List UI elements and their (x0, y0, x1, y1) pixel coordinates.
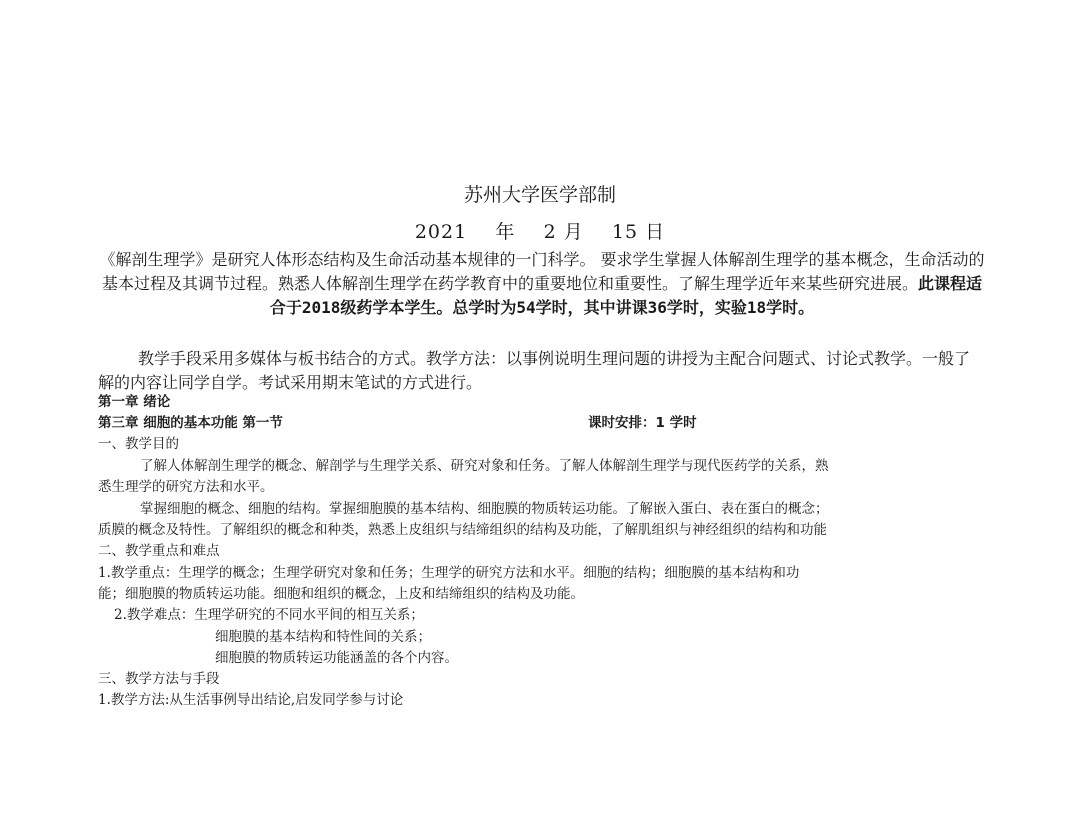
section-2-para-2-line-2: 细胞膜的基本结构和特性间的关系； (215, 629, 431, 645)
date-year: 2021 (414, 221, 468, 243)
date-day: 15 (611, 221, 639, 243)
date-month: 2 (543, 221, 557, 243)
course-intro-text: 《解剖生理学》是研究人体形态结构及生命活动基本规律的一门科学。 要求学生掌握人体解剖生理学的基本概念，生命活动的基本过程及其调节过程。熟悉人体解剖生理学在药学教育中的重要地位和重要性。了解生理学近年来某些研究进展。 (99, 250, 985, 293)
course-hours-bold: 此课程适合于2018级药学本学生。总学时为54学时，其中讲课36学时，实验18学时。 (269, 274, 983, 317)
chapter-1-heading: 第一章 绪论 (98, 394, 171, 410)
hours-arrangement: 课时安排：1 学时 (588, 415, 697, 431)
section-2-para-2-line-3: 细胞膜的物质转运功能涵盖的各个内容。 (215, 650, 458, 666)
section-3-para-1: 1.教学方法:从生活事例导出结论,启发同学参与讨论 (98, 692, 404, 708)
section-2-title: 二、教学重点和难点 (98, 543, 220, 559)
institution-title: 苏州大学医学部制 (463, 184, 616, 206)
chapter-3-heading: 第三章 细胞的基本功能 第一节 (98, 415, 283, 431)
section-1-para-1-line-1: 了解人体解剖生理学的概念、解剖学与生理学关系、研究对象和任务。了解人体解剖生理学与现代医药学的关系，熟 (140, 458, 829, 474)
section-1-para-2-line-1: 掌握细胞的概念、细胞的结构。掌握细胞膜的基本结构、细胞膜的物质转运功能。了解嵌入蛋白、表在蛋白的概念； (140, 501, 829, 517)
section-1-para-1-line-2: 悉生理学的研究方法和水平。 (98, 479, 274, 495)
document-date (0, 217, 1080, 244)
date-month-unit: 月 (563, 221, 584, 243)
section-2-para-1-line-2: 能；细胞膜的物质转运功能。细胞和组织的概念，上皮和结缔组织的结构及功能。 (98, 586, 584, 602)
date-day-unit: 日 (645, 221, 666, 243)
section-2-para-1-line-1: 1.教学重点：生理学的概念；生理学研究对象和任务；生理学的研究方法和水平。细胞的结构；细胞膜的基本结构和功 (98, 565, 800, 581)
section-1-para-2-line-2: 质膜的概念及特性。了解组织的概念和种类，熟悉上皮组织与结缔组织的结构及功能，了解肌组织与神经组织的结构和功能 (98, 522, 827, 538)
teaching-method-paragraph: 教学手段采用多媒体与板书结合的方式。教学方法：以事例说明生理问题的讲授为主配合问题式、讨论式教学。一般了解的内容让同学自学。考试采用期末笔试的方式进行。 (98, 349, 971, 392)
section-3-title: 三、教学方法与手段 (98, 671, 220, 687)
date-year-unit: 年 (495, 221, 516, 243)
course-intro (96, 248, 988, 320)
section-2-para-2-line-1: 2.教学难点：生理学研究的不同水平间的相互关系； (114, 607, 424, 623)
section-1-title: 一、教学目的 (98, 436, 179, 452)
